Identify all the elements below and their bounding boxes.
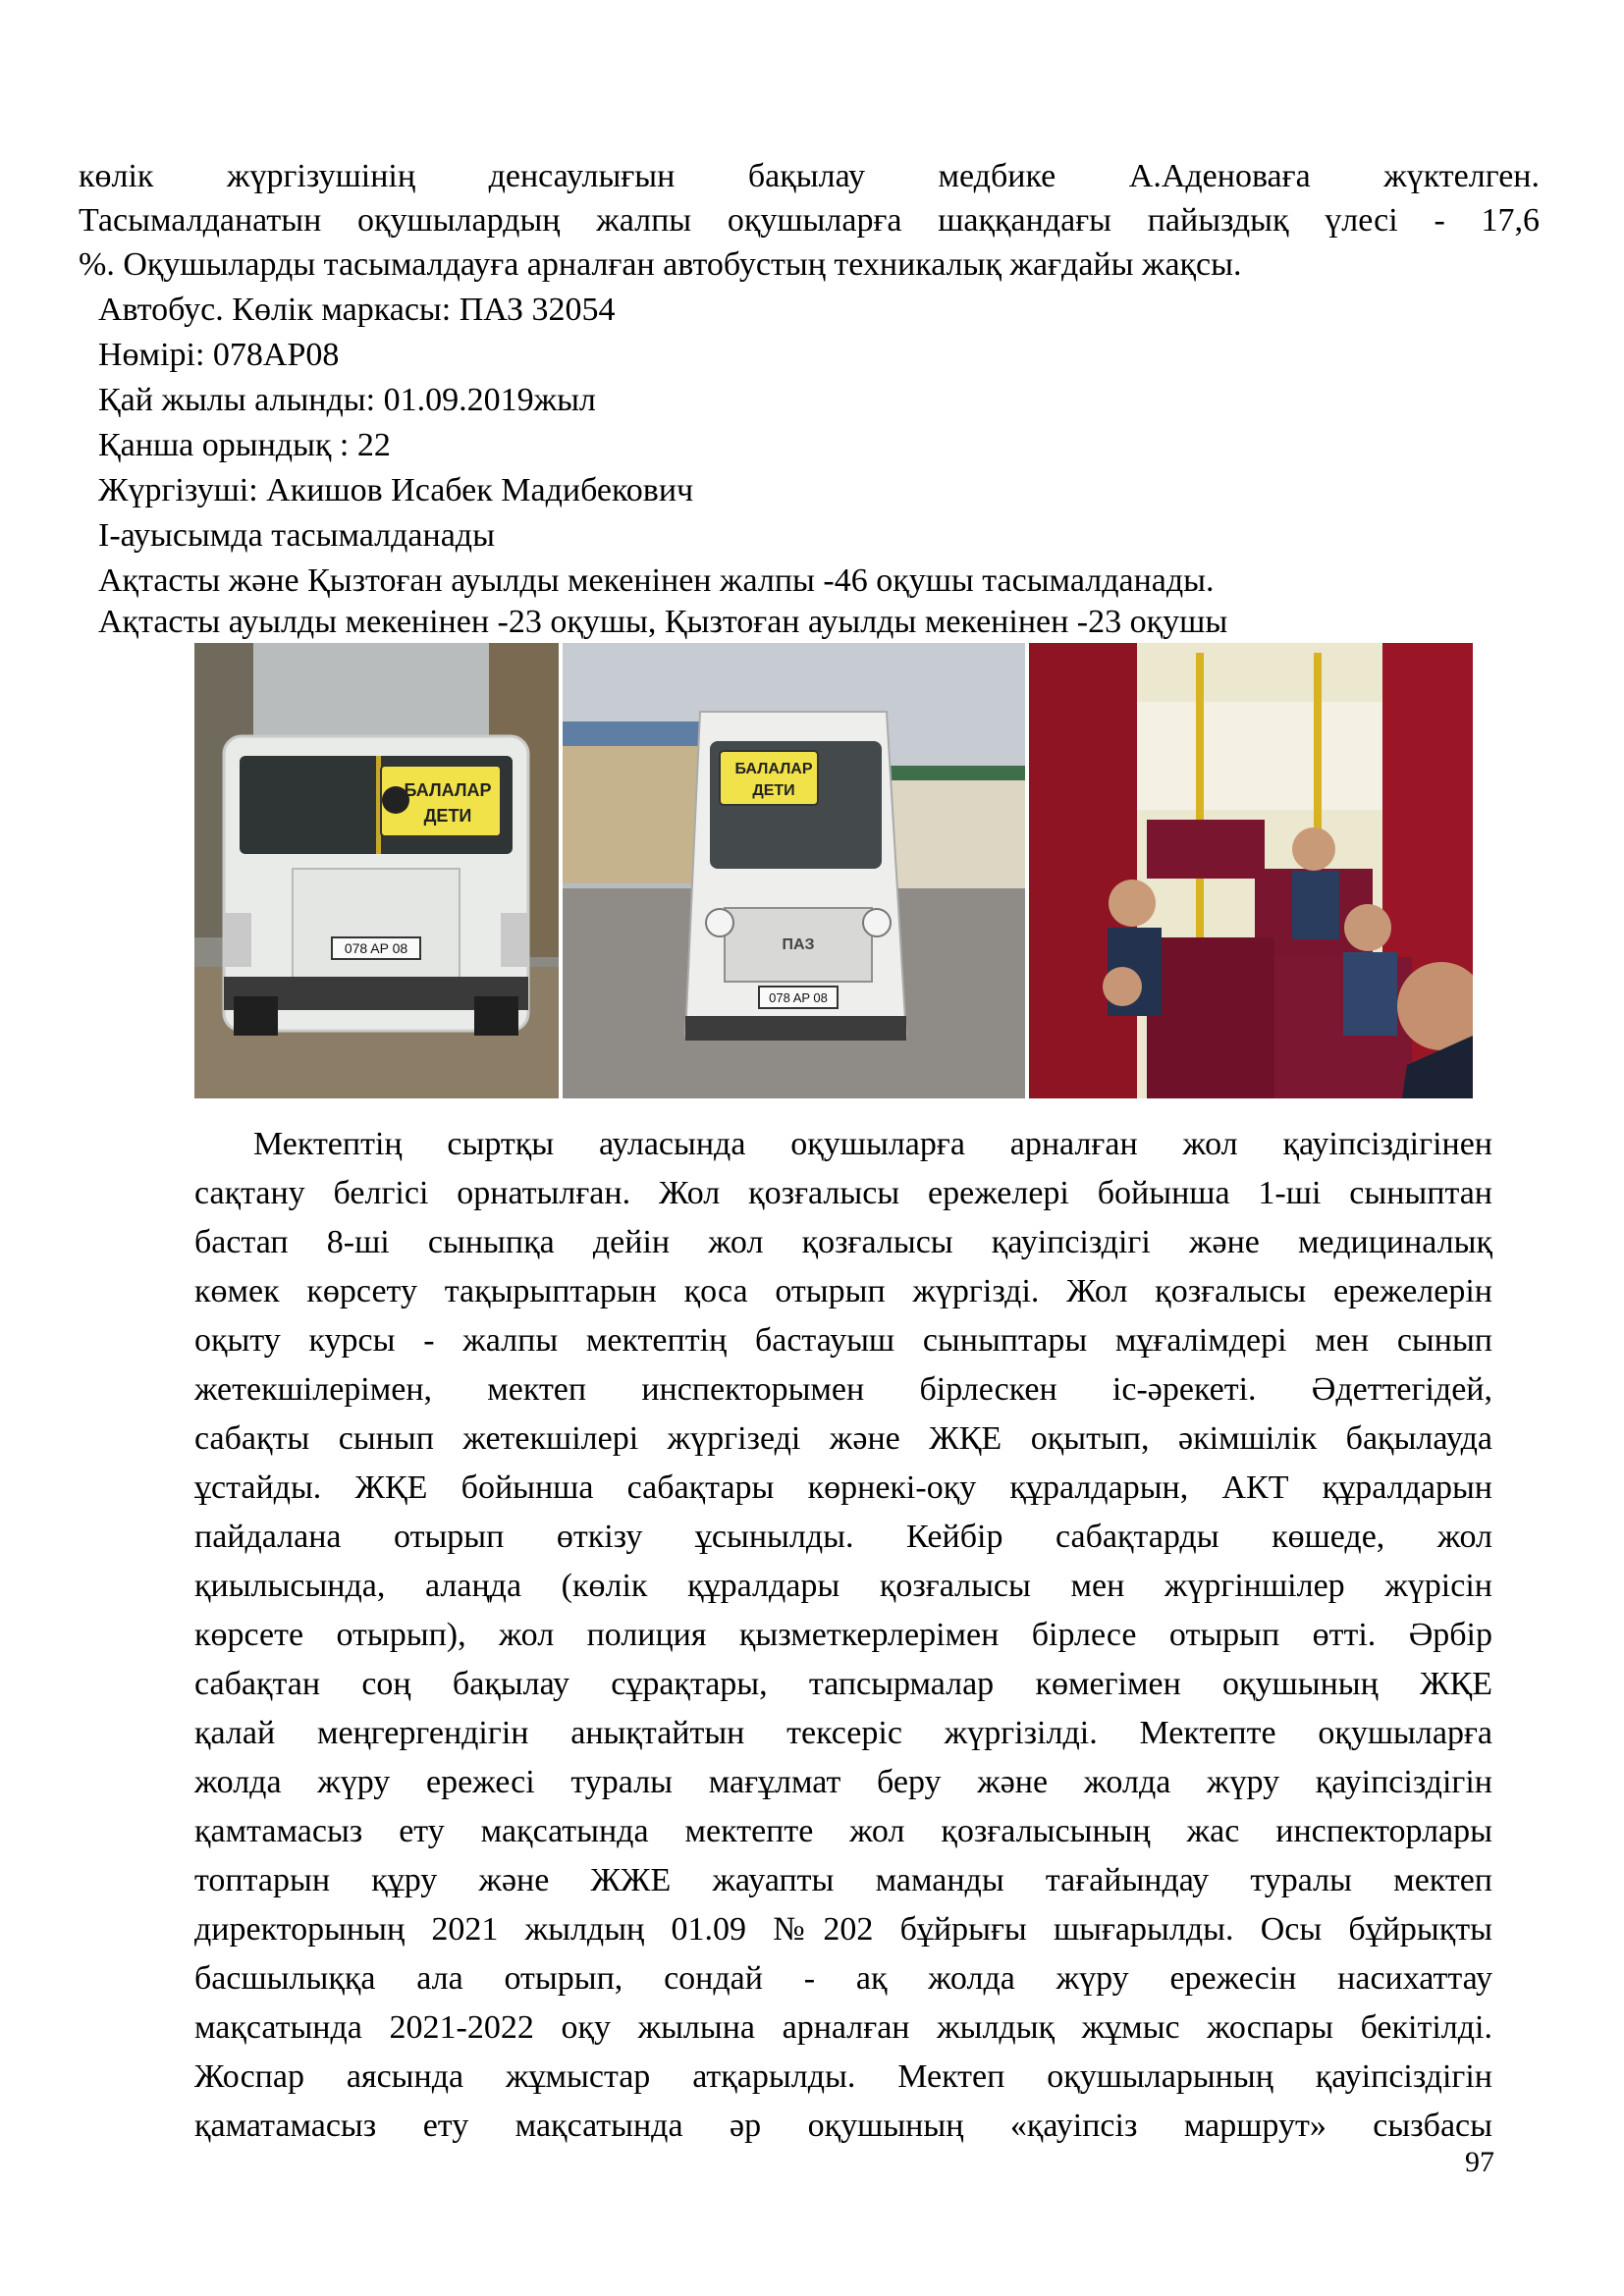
front-sign-text-1: БАЛАЛАР	[734, 761, 813, 777]
bus-front-photo	[563, 643, 1025, 1098]
bus-interior-image	[1029, 643, 1473, 1098]
bus-interior-photo	[1029, 643, 1473, 1098]
bus-rear-photo	[194, 643, 559, 1098]
body-line-14: жолда жүру ережесі туралы мағұлмат беру және жолда жүру қауіпсіздігін	[194, 1764, 1492, 1800]
body-line-1: Мектептің сыртқы ауласында оқушыларға арналған жол қауіпсіздігінен	[253, 1126, 1492, 1162]
body-line-19: мақсатында 2021-2022 оқу жылына арналған жылдық жұмыс жоспары бекітілді.	[194, 2009, 1492, 2046]
front-badge-text: ПАЗ	[782, 936, 815, 953]
rear-sign-text-2: ДЕТИ	[423, 806, 472, 826]
body-line-12: сабақтан соң бақылау сұрақтары, тапсырмалар көмегімен оқушының ЖҚЕ	[194, 1666, 1492, 1702]
bus-seats-line: Қанша орындық : 22	[98, 427, 391, 463]
bus-year-line: Қай жылы алынды: 01.09.2019жыл	[98, 382, 596, 418]
body-line-9: пайдалана отырып өткізу ұсынылды. Кейбір сабақтарды көшеде, жол	[194, 1519, 1492, 1555]
body-line-18: басшылыққа ала отырып, сондай - ақ жолда жүру ережесін насихаттау	[194, 1960, 1492, 1997]
intro-line-1: көлік жүргізушінің денсаулығын бақылау медбике А.Аденоваға жүктелген.	[79, 158, 1540, 194]
body-line-2: сақтану белгісі орнатылған. Жол қозғалысы ережелері бойынша 1-ші сыныптан	[194, 1175, 1492, 1211]
body-line-10: қиылысында, алаңда (көлік құралдары қозғалысы мен жүргіншілер жүрісін	[194, 1568, 1492, 1604]
body-line-17: директорының 2021 жылдың 01.09 №202 бұйрығы шығарылды. Осы бұйрықты	[194, 1911, 1492, 1948]
body-line-11: көрсете отырып), жол полиция қызметкерлерімен бірлесе отырып өтті. Әрбір	[194, 1617, 1492, 1653]
body-line-13: қалай меңгергендігін анықтайтын тексеріс жүргізілді. Мектепте оқушыларға	[194, 1715, 1492, 1751]
body-line-16: топтарын құру және ЖЖЕ жауапты маманды тағайындау туралы мектеп	[194, 1862, 1492, 1898]
body-line-5: оқыту курсы - жалпы мектептің бастауыш сыныптары мұғалімдері мен сынып	[194, 1322, 1492, 1359]
rear-plate-text: 078 AP 08	[344, 940, 408, 956]
front-plate-text: 078 AP 08	[769, 990, 828, 1005]
shift-line: I-ауысымда тасымалданады	[98, 517, 495, 554]
students-split-line: Ақтасты ауылды мекенінен -23 оқушы, Қызтоған ауылды мекенінен -23 оқушы	[98, 604, 1228, 640]
bus-model-line: Автобус. Көлік маркасы: ПАЗ 32054	[98, 292, 616, 328]
body-line-21: қаматамасыз ету мақсатында әр оқушының «қауіпсіз маршрут» сызбасы	[194, 2108, 1492, 2144]
body-line-3: бастап 8-ші сыныпқа дейін жол қозғалысы қауіпсіздігі және медициналық	[194, 1224, 1492, 1260]
intro-line-3: %. Оқушыларды тасымалдауға арналған автобустың техникалық жағдайы жақсы.	[79, 246, 1242, 283]
front-sign-text-2: ДЕТИ	[752, 782, 795, 799]
body-line-4: көмек көрсету тақырыптарын қоса отырып жүргізді. Жол қозғалысы ережелерін	[194, 1273, 1492, 1309]
body-line-6: жетекшілерімен, мектеп инспекторымен бірлескен іс-әрекеті. Әдеттегідей,	[194, 1371, 1492, 1408]
body-line-20: Жоспар аясында жұмыстар атқарылды. Мектеп оқушыларының қауіпсіздігін	[194, 2058, 1492, 2095]
body-line-7: сабақты сынып жетекшілері жүргізеді және ЖҚЕ оқытып, әкімшілік бақылауда	[194, 1420, 1492, 1457]
bus-driver-line: Жүргізуші: Акишов Исабек Мадибекович	[98, 472, 694, 508]
bus-rear-image	[194, 643, 559, 1098]
page-number: 97	[1465, 2146, 1494, 2178]
bus-front-image	[563, 643, 1025, 1098]
body-line-15: қамтамасыз ету мақсатында мектепте жол қозғалысының жас инспекторлары	[194, 1813, 1492, 1849]
rear-sign-text-1: БАЛАЛАР	[404, 780, 492, 800]
body-line-8: ұстайды. ЖҚЕ бойынша сабақтары көрнекі-оқу құралдарын, АКТ құралдарын	[194, 1469, 1492, 1506]
intro-line-2: Тасымалданатын оқушылардың жалпы оқушыларға шаққандағы пайыздық үлесі - 17,6	[79, 202, 1540, 239]
students-total-line: Ақтасты және Қызтоған ауылды мекенінен жалпы -46 оқушы тасымалданады.	[98, 562, 1215, 599]
bus-number-line: Нөмірі: 078AP08	[98, 337, 340, 373]
